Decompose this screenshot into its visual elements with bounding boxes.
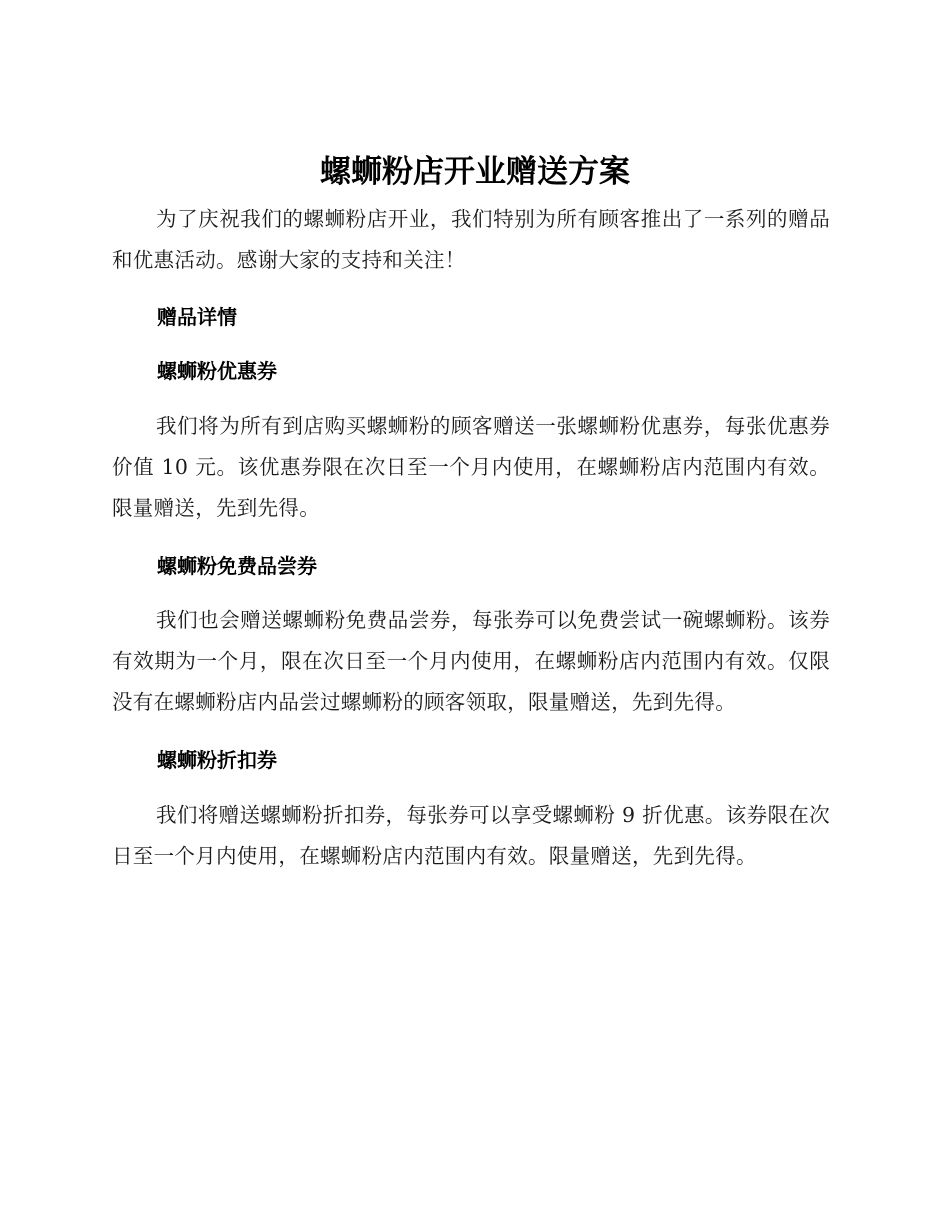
section-heading-gift-details: 赠品详情: [157, 305, 237, 329]
intro-paragraph: 为了庆祝我们的螺蛳粉店开业，我们特别为所有顾客推出了一系列的赠品和优惠活动。感谢大家的支持和关注！: [112, 207, 830, 272]
coupon-paragraph: 我们将为所有到店购买螺蛳粉的顾客赠送一张螺蛳粉优惠券，每张优惠券价值 10 元。该优惠券限在次日至一个月内使用，在螺蛳粉店内范围内有效。限量赠送，先到先得。: [112, 414, 830, 520]
discount-paragraph: 我们将赠送螺蛳粉折扣券，每张券可以享受螺蛳粉 9 折优惠。该券限在次日至一个月内使用，在螺蛳粉店内范围内有效。限量赠送，先到先得。: [112, 803, 830, 868]
section-heading-free-tasting: 螺蛳粉免费品尝券: [157, 554, 317, 578]
document-title: 螺蛳粉店开业赠送方案: [320, 154, 630, 190]
free-tasting-paragraph: 我们也会赠送螺蛳粉免费品尝券，每张券可以免费尝试一碗螺蛳粉。该券有效期为一个月，限在次日至一个月内使用，在螺蛳粉店内范围内有效。仅限没有在螺蛳粉店内品尝过螺蛳粉的顾客领取，限量赠送，先到先得。: [112, 608, 830, 714]
section-heading-coupon: 螺蛳粉优惠券: [157, 359, 277, 383]
section-heading-discount: 螺蛳粉折扣券: [157, 748, 277, 772]
